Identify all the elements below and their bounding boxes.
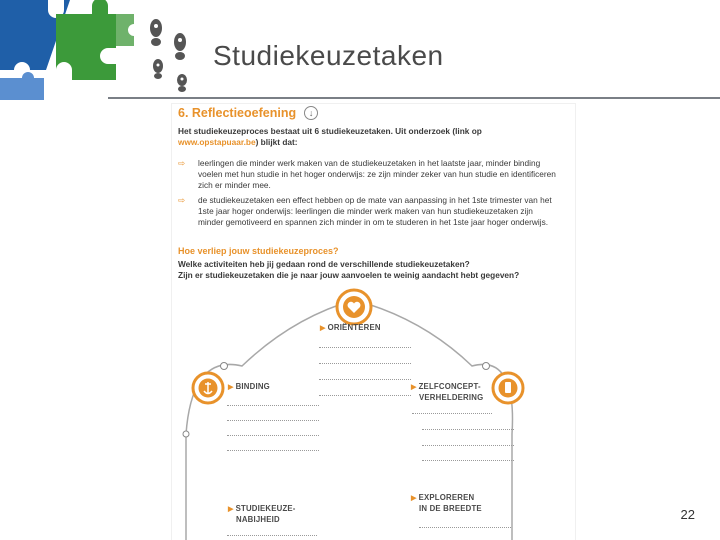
stage-zelfconcept — [411, 382, 483, 403]
stage-binding — [228, 382, 270, 393]
fill-line — [319, 379, 411, 380]
fill-line — [227, 420, 319, 421]
info-circle-icon: ↓ — [304, 106, 318, 120]
title-divider — [108, 97, 720, 99]
fill-line — [419, 527, 511, 528]
slide-title: Studiekeuzetaken — [213, 40, 444, 71]
fill-line — [319, 347, 411, 348]
triangle-marker-icon: ▶ — [411, 495, 417, 502]
fill-line — [412, 413, 492, 414]
document-page — [172, 104, 575, 540]
fill-line — [319, 395, 411, 396]
stage-orienteren — [320, 323, 381, 334]
page-number: 22 — [680, 507, 695, 522]
footprints-icon — [144, 14, 200, 94]
stage-label-line1: EXPLOREREN — [418, 493, 475, 502]
fill-line — [227, 405, 319, 406]
intro-suffix: ) blijkt dat: — [255, 137, 298, 147]
stage-label-line1: ZELFCONCEPT- — [418, 382, 481, 391]
fill-line — [422, 445, 514, 446]
question-line-1: Welke activiteiten heb jij gedaan rond de verschillende studiekeuzetaken? — [178, 259, 470, 269]
fill-line — [422, 460, 514, 461]
stage-label-line2: NABIJHEID — [236, 515, 280, 524]
stage-nabijheid — [228, 504, 296, 525]
fill-line — [227, 535, 317, 536]
arrow-bullet-icon: ⇨ — [178, 158, 185, 168]
puzzle-logo — [0, 0, 140, 100]
arrow-bullet-icon: ⇨ — [178, 195, 185, 205]
fill-line — [227, 450, 319, 451]
bullet-text: de studiekeuzetaken een effect hebben op de mate van aanpassing in het 1ste trimester van het 1ste jaar hoger onderwijs: leerlingen die minder werk maken van hun studiekeuzetaken zijn minder gemotiveerd en spannen zich minder in om te studeren in het 1ste jaar hoger onderwijs. — [198, 195, 552, 227]
triangle-marker-icon: ▶ — [228, 384, 234, 391]
stage-exploreren — [411, 493, 482, 514]
intro-prefix: Het studiekeuzeproces bestaat uit 6 studiekeuzetaken. Uit onderzoek (link op — [178, 126, 482, 136]
question-heading: Hoe verliep jouw studiekeuzeproces? — [178, 246, 339, 256]
stage-label: BINDING — [235, 382, 270, 391]
heart-icon — [337, 290, 371, 324]
triangle-marker-icon: ▶ — [320, 325, 326, 332]
puzzle-piece-lightblue — [0, 72, 44, 100]
doc-heading-text: 6. Reflectieoefening — [178, 106, 297, 120]
stage-label-line2: VERHELDERING — [419, 393, 484, 402]
studiekeuze-arc-diagram — [172, 104, 575, 540]
mirror-icon — [493, 373, 523, 403]
fill-line — [319, 363, 411, 364]
fill-line — [227, 435, 319, 436]
stage-label-line1: STUDIEKEUZE- — [235, 504, 296, 513]
fill-line — [422, 429, 514, 430]
intro-link[interactable]: www.opstapuaar.be — [178, 137, 256, 147]
triangle-marker-icon: ▶ — [228, 506, 234, 513]
bullet-text: leerlingen die minder werk maken van de studiekeuzetaken in het laatste jaar, minder binding voelen met hun studie in het hoger onderwijs: ze zijn minder zeker van hun studie en identificeren zich er minder mee. — [198, 158, 556, 190]
anchor-icon — [193, 373, 223, 403]
stage-label-line2: IN DE BREEDTE — [419, 504, 482, 513]
triangle-marker-icon: ▶ — [411, 384, 417, 391]
stage-label: ORIËNTEREN — [327, 323, 381, 332]
question-line-2: Zijn er studiekeuzetaken die je naar jouw aanvoelen te weinig aandacht hebt gegeven? — [178, 270, 520, 280]
